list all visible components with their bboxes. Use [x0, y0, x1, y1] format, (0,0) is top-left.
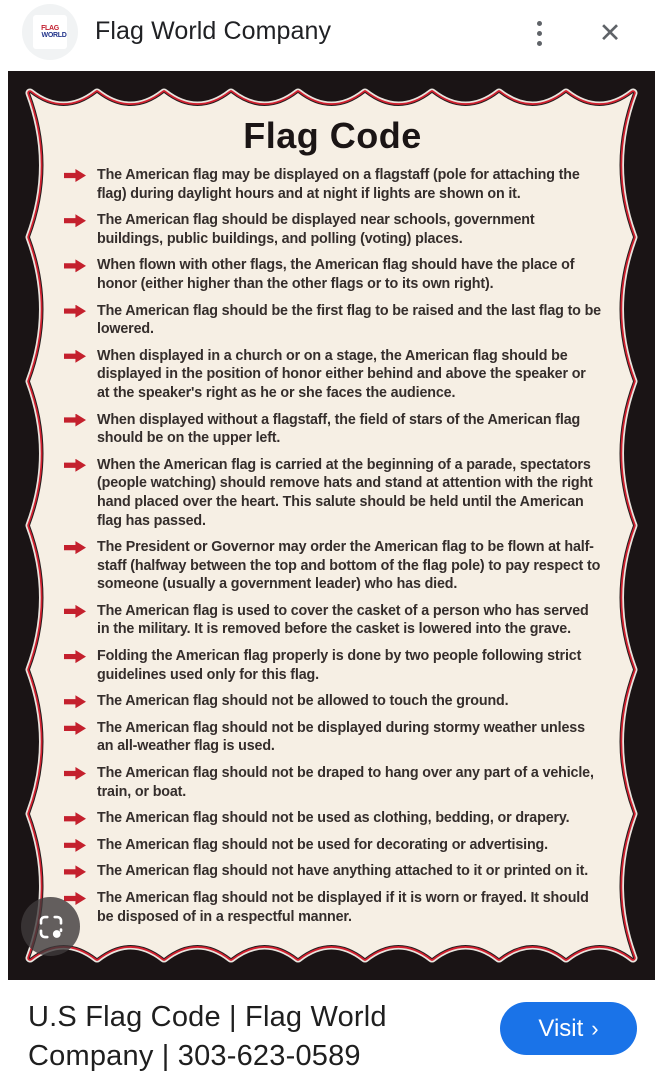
- flag-rule-item: [64, 764, 601, 801]
- flag-rule-item: [64, 256, 601, 293]
- flag-rule-item: [64, 166, 601, 203]
- flag-rule-item: [64, 836, 601, 855]
- right-arrow-icon: [64, 350, 86, 363]
- rule-text: When displayed without a flagstaff, the field of stars of the American flag should be on the upper left.: [97, 411, 581, 447]
- flag-rule-item: [64, 862, 601, 881]
- visit-label: Visit: [538, 1014, 584, 1042]
- right-arrow-icon: [64, 812, 86, 825]
- right-arrow-icon: [64, 767, 86, 780]
- right-arrow-icon: [64, 169, 86, 182]
- flag-rule-item: [64, 719, 601, 756]
- preview-header: [0, 0, 663, 71]
- right-arrow-icon: [64, 414, 86, 427]
- flag-rules-list: [64, 166, 601, 926]
- flag-rule-item: [64, 602, 601, 639]
- rule-text: When displayed in a church or on a stage, the American flag should be displayed in the position of honor either behind and above the speaker or at the speaker's right as he or she faces the audience.: [97, 347, 586, 401]
- chevron-right-icon: ›: [591, 1016, 599, 1041]
- flag-rule-item: [64, 302, 601, 339]
- rule-text: The American flag should not be allowed to touch the ground.: [97, 693, 509, 710]
- result-title[interactable]: U.S Flag Code | Flag World Company | 303-623-0589: [28, 1001, 387, 1072]
- flag-rule-item: [64, 647, 601, 684]
- more-options-icon[interactable]: [519, 11, 559, 55]
- right-arrow-icon: [64, 605, 86, 618]
- rule-text: Folding the American flag properly is done by two people following strict guidelines used only for this flag.: [97, 648, 582, 683]
- right-arrow-icon: [64, 305, 86, 318]
- rule-text: The American flag should not be displayed if it is worn or frayed. It should be disposed of in a respectful manner.: [97, 890, 589, 925]
- flag-rule-item: [64, 456, 601, 530]
- right-arrow-icon: [64, 459, 86, 472]
- rule-text: The American flag should not be displayed during stormy weather unless an all-weather flag is used.: [97, 719, 585, 755]
- logo-text-flag: FLAG: [41, 25, 59, 32]
- rule-text: When flown with other flags, the American flag should have the place of honor (either higher than the other flags or to its own right).: [97, 257, 575, 292]
- page-title: Flag World Company: [95, 17, 332, 45]
- flag-world-logo: [33, 15, 67, 49]
- flag-rule-item: [64, 347, 601, 403]
- right-arrow-icon: [64, 214, 86, 227]
- google-lens-icon: [36, 912, 66, 942]
- poster-title: Flag Code: [243, 115, 422, 156]
- rule-text: The President or Governor may order the American flag to be flown at half-staff (halfway between the top and bottom of the flag pole) to pay respect to someone (usually a government leader) who has died.: [97, 539, 601, 593]
- rule-text: The American flag may be displayed on a flagstaff (pole for attaching the flag) during daylight hours and at night if lights are shown on it.: [97, 167, 580, 202]
- flag-rule-item: [64, 538, 601, 594]
- right-arrow-icon: [64, 722, 86, 735]
- right-arrow-icon: [64, 839, 86, 852]
- flag-rule-item: [64, 889, 601, 926]
- rule-text: The American flag should be the first flag to be raised and the last flag to be lowered.: [97, 302, 601, 338]
- right-arrow-icon: [64, 259, 86, 272]
- right-arrow-icon: [64, 695, 86, 708]
- rule-text: The American flag should be displayed near schools, government buildings, public buildings, and polling (voting) places.: [97, 212, 535, 247]
- rule-text: The American flag should not be used as clothing, bedding, or drapery.: [97, 810, 570, 827]
- rule-text: The American flag should not be draped to hang over any part of a vehicle, train, or boat.: [97, 765, 594, 800]
- rule-text: The American flag is used to cover the casket of a person who has served in the military. It is removed before the casket is lowered into the grave.: [97, 602, 589, 638]
- right-arrow-icon: [64, 650, 86, 663]
- flag-code-poster: [64, 115, 601, 934]
- google-lens-button[interactable]: [21, 897, 80, 956]
- rule-text: The American flag should not be used for decorating or advertising.: [97, 836, 548, 853]
- image-viewer: [8, 71, 655, 980]
- flag-rule-item: [64, 211, 601, 248]
- logo-text-world: WORLD: [41, 32, 67, 39]
- close-icon[interactable]: ✕: [598, 17, 622, 48]
- visit-button[interactable]: [500, 1002, 637, 1055]
- rule-text: When the American flag is carried at the beginning of a parade, spectators (people watching) should remove hats and stand at attention with the right hand placed over the heart. This salute should be held until the American flag has passed.: [97, 456, 593, 529]
- flag-rule-item: [64, 411, 601, 448]
- flag-rule-item: [64, 809, 601, 828]
- site-avatar[interactable]: [22, 4, 78, 60]
- flag-rule-item: [64, 692, 601, 711]
- right-arrow-icon: [64, 865, 86, 878]
- rule-text: The American flag should not have anything attached to it or printed on it.: [97, 863, 589, 880]
- right-arrow-icon: [64, 541, 86, 554]
